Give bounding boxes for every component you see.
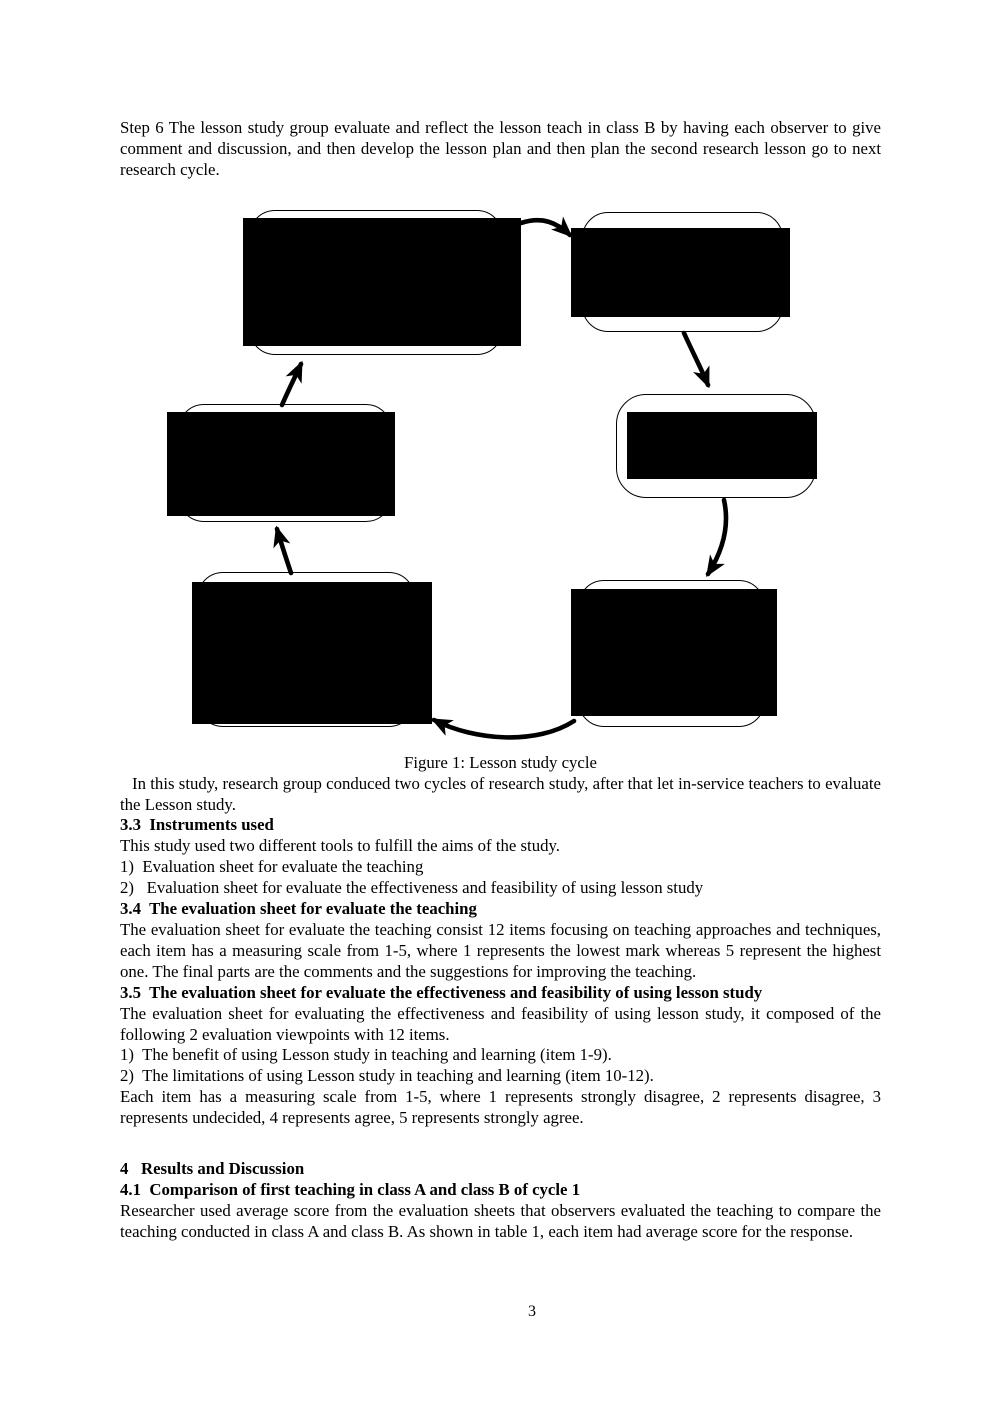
flow-arrow-2-to-3	[684, 333, 708, 385]
section-3-4-body: The evaluation sheet for evaluate the teaching consist 12 items focusing on teaching approaches and techniques, each item has a measuring scale from 1-5, where 1 represents the lowest mark whereas 5 represent the highest one. The final parts are the comments and the suggestions for improving the teaching.	[120, 919, 881, 981]
page-number: 3	[528, 1303, 536, 1320]
study-paragraph: In this study, research group conduced two cycles of research study, after that let in-service teachers to evaluate the Lesson study.	[120, 773, 881, 814]
flow-arrow-1-to-2	[521, 220, 570, 235]
section-3-5-item-1: 1) The benefit of using Lesson study in teaching and learning (item 1-9).	[120, 1045, 612, 1065]
section-3-5-heading: 3.5 The evaluation sheet for evaluate the effectiveness and feasibility of using lesson study	[120, 982, 763, 1002]
flow-arrows	[0, 197, 1000, 753]
section-4-1-body: Researcher used average score from the evaluation sheets that observers evaluated the teaching to compare the teaching conducted in class A and class B. As shown in table 1, each item had average score for the response.	[120, 1200, 881, 1241]
section-3-3-heading: 3.3 Instruments used	[120, 815, 274, 835]
section-4-heading: 4 Results and Discussion	[120, 1159, 305, 1179]
intro-paragraph: Step 6 The lesson study group evaluate and reflect the lesson teach in class B by having each observer to give comment and discussion, and then develop the lesson plan and then plan the second research lesson go to next research cycle.	[120, 118, 881, 179]
section-3-5-body: The evaluation sheet for evaluating the effectiveness and feasibility of using lesson study, it composed of the following 2 evaluation viewpoints with 12 items.	[120, 1003, 881, 1044]
figure-caption: Figure 1: Lesson study cycle	[404, 752, 597, 772]
flow-arrow-6-to-1	[282, 364, 301, 405]
section-3-4-heading: 3.4 The evaluation sheet for evaluate the teaching	[120, 899, 477, 919]
section-3-3-item-1: 1) Evaluation sheet for evaluate the teaching	[120, 857, 424, 877]
lesson-study-cycle-figure	[120, 197, 881, 774]
section-3-3-body: This study used two different tools to fulfill the aims of the study.	[120, 836, 560, 856]
flow-arrow-5-to-6	[277, 529, 291, 573]
section-3-3-item-2: 2) Evaluation sheet for evaluate the effectiveness and feasibility of using lesson study	[120, 878, 704, 898]
section-3-5-note: Each item has a measuring scale from 1-5, where 1 represents strongly disagree, 2 represents disagree, 3 represents undecided, 4 represents agree, 5 represents strongly agree.	[120, 1087, 881, 1128]
flow-arrow-3-to-4	[708, 500, 726, 574]
section-4-1-heading: 4.1 Comparison of first teaching in class A and class B of cycle 1	[120, 1179, 581, 1199]
section-3-5-item-2: 2) The limitations of using Lesson study in teaching and learning (item 10-12).	[120, 1066, 654, 1086]
flow-arrow-4-to-5	[434, 720, 574, 737]
figure-canvas	[0, 197, 1000, 753]
